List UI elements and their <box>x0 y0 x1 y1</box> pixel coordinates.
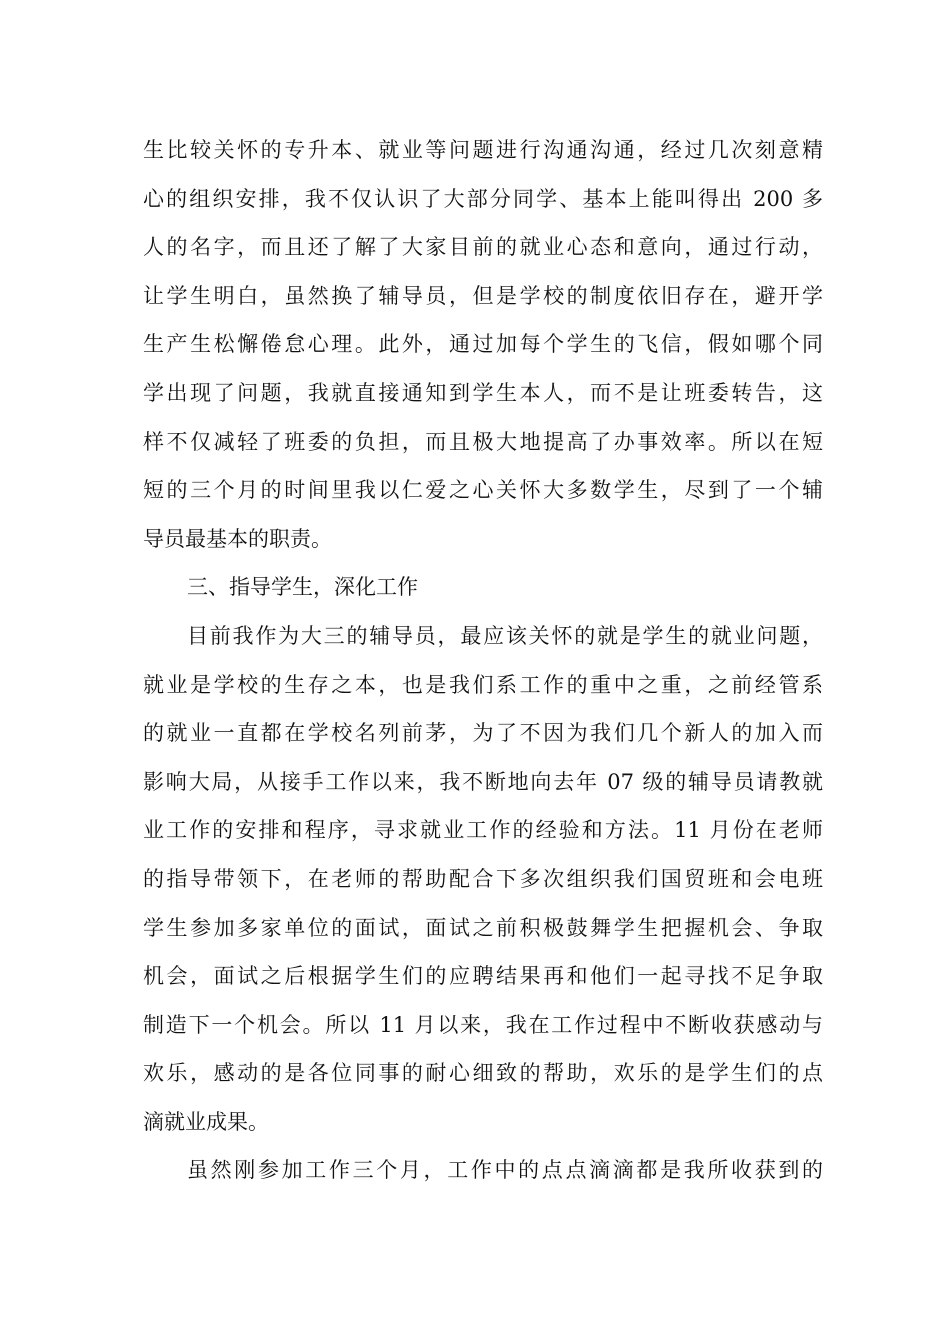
text-line: 心的组织安排，我不仅认识了大部分同学、基本上能叫得出 200 多 <box>143 186 823 211</box>
text-line: 滴就业成果。 <box>143 1109 269 1134</box>
text-line: 目前我作为大三的辅导员，最应该关怀的就是学生的就业问题， <box>187 623 823 648</box>
text-line: 让学生明白，虽然换了辅导员，但是学校的制度依旧存在，避开学 <box>143 283 823 308</box>
text-line: 学出现了问题，我就直接通知到学生本人，而不是让班委转告，这 <box>143 380 823 405</box>
section-heading: 三、指导学生，深化工作 <box>187 575 418 600</box>
text-line: 人的名字，而且还了解了大家目前的就业心态和意向，通过行动， <box>143 235 823 260</box>
text-line: 虽然刚参加工作三个月，工作中的点点滴滴都是我所收获到的 <box>187 1158 823 1183</box>
text-line: 学生参加多家单位的面试，面试之前积极鼓舞学生把握机会、争取 <box>143 915 823 940</box>
text-line: 制造下一个机会。所以 11 月以来，我在工作过程中不断收获感动与 <box>143 1012 823 1037</box>
text-line: 影响大局，从接手工作以来，我不断地向去年 07 级的辅导员请教就 <box>143 769 823 794</box>
text-line: 欢乐，感动的是各位同事的耐心细致的帮助，欢乐的是学生们的点 <box>143 1061 823 1086</box>
text-line: 导员最基本的职责。 <box>143 526 332 551</box>
body-text <box>143 126 823 1195</box>
text-line: 的就业一直都在学校名列前茅，为了不因为我们几个新人的加入而 <box>143 721 823 746</box>
text-line: 业工作的安排和程序，寻求就业工作的经验和方法。11 月份在老师 <box>143 818 823 843</box>
text-line: 的指导带领下，在老师的帮助配合下多次组织我们国贸班和会电班 <box>143 866 823 891</box>
text-line: 就业是学校的生存之本，也是我们系工作的重中之重，之前经管系 <box>143 672 823 697</box>
text-line: 短的三个月的时间里我以仁爱之心关怀大多数学生，尽到了一个辅 <box>143 478 823 503</box>
text-line: 生产生松懈倦怠心理。此外，通过加每个学生的飞信，假如哪个同 <box>143 332 823 357</box>
text-line: 样不仅减轻了班委的负担，而且极大地提高了办事效率。所以在短 <box>143 429 823 454</box>
text-line: 机会，面试之后根据学生们的应聘结果再和他们一起寻找不足争取 <box>143 964 823 989</box>
text-line: 生比较关怀的专升本、就业等问题进行沟通沟通，经过几次刻意精 <box>143 138 823 162</box>
